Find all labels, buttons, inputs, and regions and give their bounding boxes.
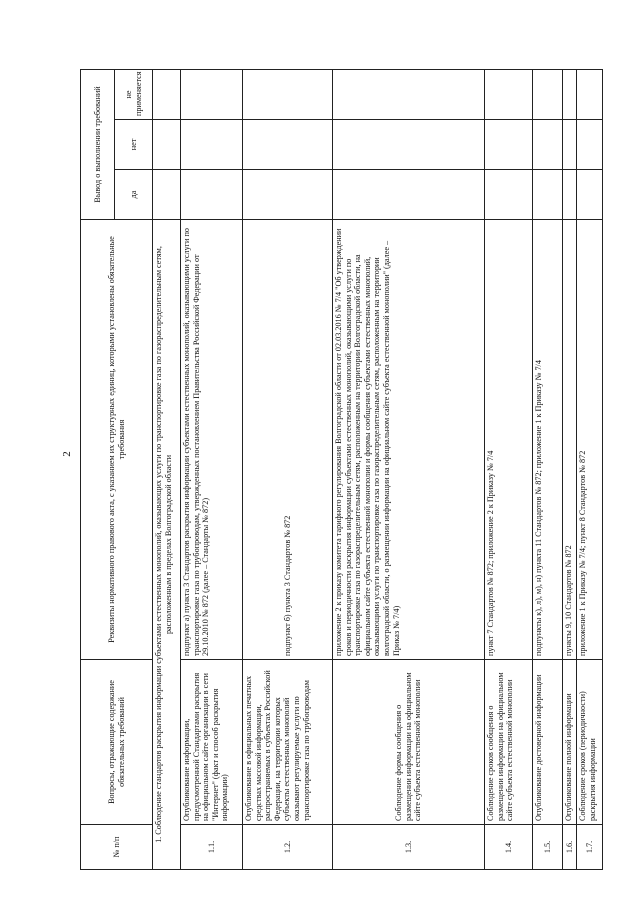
- checklist-page: [80, 70, 597, 870]
- header-num: № п/п: [81, 825, 153, 870]
- cell-yes: [485, 170, 533, 220]
- requirements-table: [80, 69, 603, 870]
- row-question: Соблюдение формы сообщения о размещении информации на официальном сайте субъекта естественной монополии: [333, 660, 485, 825]
- header-conclusion: Вывод о выполнении требований: [81, 69, 115, 219]
- header-requisites: Реквизиты нормативного правового акта, с указанием их структурных единиц, которыми установлены обязательные требования: [81, 220, 153, 660]
- cell-na: [243, 69, 333, 119]
- row-requisite: подпункт б) пункта 3 Стандартов № 872: [243, 220, 333, 660]
- table-row: [181, 69, 243, 869]
- row-number: 1.4.: [485, 825, 533, 870]
- row-requisite: пункты 9, 10 Стандартов № 872: [563, 220, 577, 660]
- table-row: [577, 69, 603, 869]
- page-number: 2: [60, 451, 73, 457]
- cell-no: [533, 120, 563, 170]
- row-number: 1.2.: [243, 825, 333, 870]
- cell-na: [577, 69, 603, 119]
- cell-empty: [153, 120, 181, 170]
- cell-yes: [243, 170, 333, 220]
- row-number: 1.1.: [181, 825, 243, 870]
- cell-na: [533, 69, 563, 119]
- cell-no: [243, 120, 333, 170]
- row-question: Опубликование в официальных печатных средствах массовой информации, распространяемых в субъектах Российской Федерации, на территории которых субъекты естественных монополий оказывают регулируемые услуги по транспортировке газа по трубопроводам: [243, 660, 333, 825]
- row-number: 1.3.: [333, 825, 485, 870]
- header-na: не применяется: [115, 69, 153, 119]
- table-row: [333, 69, 485, 869]
- table-row: [485, 69, 533, 869]
- header-no: нет: [115, 120, 153, 170]
- cell-no: [577, 120, 603, 170]
- row-requisite: пункт 7 Стандартов № 872; приложение 2 к Приказу № 7/4: [485, 220, 533, 660]
- row-requisite: подпункты к), л), м), н) пункта 11 Стандартов № 872; приложение 1 к Приказу № 7/4: [533, 220, 563, 660]
- row-requisite: подпункт а) пункта 3 Стандартов раскрытия информации субъектами естественных монополий, оказывающими услуги по транспортировке газа по трубопроводам, утвержденных постановлением Правительства Российской Федерации от 29.10.2010 № 872 (далее – Стандарты № 872): [181, 220, 243, 660]
- section-title: 1. Соблюдение стандартов раскрытия информации субъектами естественных монополий, оказывающих услуги по транспортировке газа по газораспределительным сетям, расположенным в пределах Волгоградской области: [153, 220, 181, 870]
- row-number: 1.7.: [577, 825, 603, 870]
- cell-empty: [153, 69, 181, 119]
- row-question: Соблюдение сроков (периодичности) раскрытия информации: [577, 660, 603, 825]
- table-row: [563, 69, 577, 869]
- cell-na: [181, 69, 243, 119]
- cell-yes: [577, 170, 603, 220]
- cell-no: [563, 120, 577, 170]
- cell-yes: [533, 170, 563, 220]
- row-question: Опубликование достоверной информации: [533, 660, 563, 825]
- header-yes: да: [115, 170, 153, 220]
- cell-no: [485, 120, 533, 170]
- cell-no: [181, 120, 243, 170]
- row-requisite: приложение 1 к Приказу № 7/4; пункт 8 Стандартов № 872: [577, 220, 603, 660]
- cell-na: [563, 69, 577, 119]
- cell-na: [485, 69, 533, 119]
- row-number: 1.5.: [533, 825, 563, 870]
- cell-na: [333, 69, 485, 119]
- row-question: Соблюдение сроков сообщения о размещении информации на официальном сайте субъекта естественной монополии: [485, 660, 533, 825]
- cell-no: [333, 120, 485, 170]
- cell-yes: [333, 170, 485, 220]
- row-requisite: приложение 2 к приказу комитета тарифного регулирования Волгоградской области от 02.03.2016 № 7/4 "Об утверждении сроков и периодичности раскрытия информации субъектами естественных монополий, оказывающими услуги по транспортировке газа по газораспределительным сетям, расположенным на территории Волгоградской области, на официальном сайте субъекта естественной монополии и формы сообщения субъектами естественных монополий, оказывающими услуги по транспортировке газа по газораспределительным сетям, расположенным на территории волгоградской области, о размещении информации на официальном сайте субъекта естественной монополии" (далее – Приказ № 7/4): [333, 220, 485, 660]
- cell-yes: [181, 170, 243, 220]
- table-row: [243, 69, 333, 869]
- row-number: 1.6.: [563, 825, 577, 870]
- cell-empty: [153, 170, 181, 220]
- header-questions: Вопросы, отражающие содержание обязательных требований: [81, 660, 153, 825]
- row-question: Опубликование полной информации: [563, 660, 577, 825]
- table-row: [533, 69, 563, 869]
- row-question: Опубликование информации, предусмотренной Стандартами раскрытия на официальном сайте организации в сети "Интернет" (факт и способ раскрытия информации): [181, 660, 243, 825]
- cell-yes: [563, 170, 577, 220]
